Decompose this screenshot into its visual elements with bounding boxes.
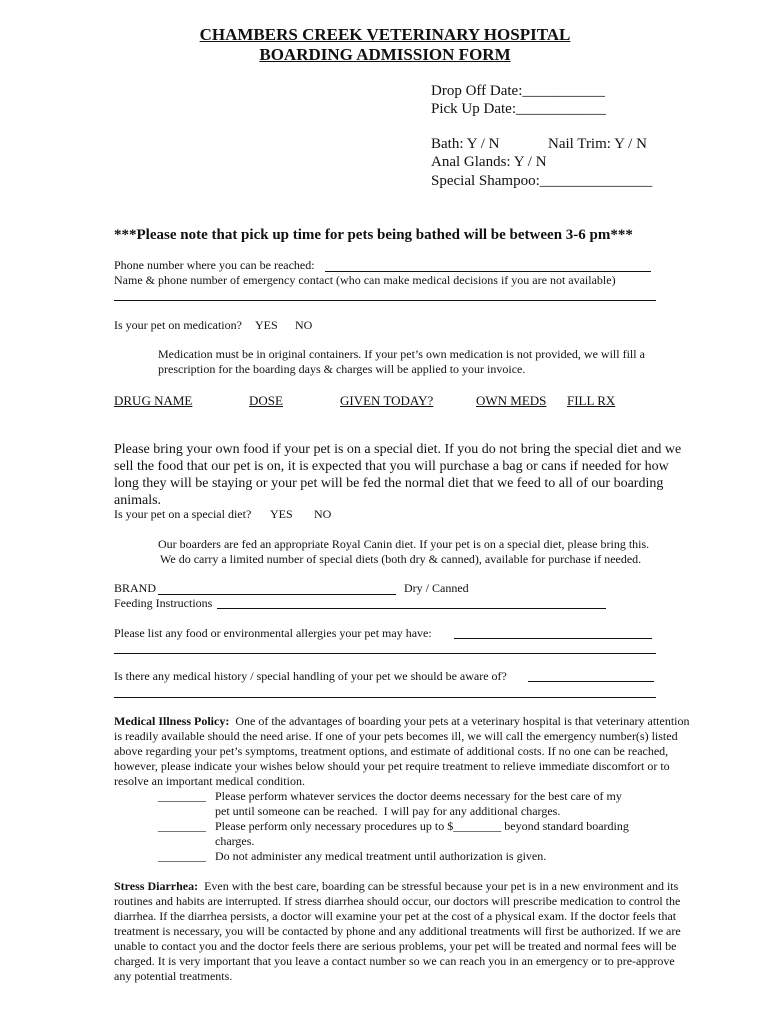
option1-blank[interactable]: ________ xyxy=(158,789,206,803)
medication-note-line1: Medication must be in original containers. If your pet’s own medication is not provided, we will fill a xyxy=(158,347,645,361)
diet-note-line2: We do carry a limited number of special diets (both dry & canned), available for purchase if needed. xyxy=(160,552,642,566)
drop-off-date-field[interactable]: Drop Off Date:___________ xyxy=(431,83,605,99)
option1-text-line1: Please perform whatever services the doctor deems necessary for the best care of my xyxy=(215,789,622,803)
stress-diarrhea-paragraph xyxy=(114,879,694,984)
option1-text-line2: pet until someone can be reached. I will pay for any additional charges. xyxy=(215,804,561,818)
stress-diarrhea-body: Even with the best care, boarding can be stressful because your pet is in a new environment and its routines and habits are interrupted. If stress diarrhea should occur, our doctors will prescribe medication to control the diarrhea. If the diarrhea persists, a doctor will examine your pet at the cost of a physical exam. If the doctor feels that treatment is necessary, you will be contacted by phone and any additional treatments will first be authorized. If we are unable to contact you and the doctor feels there are serious problems, your pet will be treated and normal fees will be charged. It is very important that you leave a contact number so we can reach you in an emergency or to pre-approve any potential treatments. xyxy=(114,879,681,983)
pickup-time-note: ***Please note that pick up time for pets being bathed will be between 3-6 pm*** xyxy=(114,227,633,243)
allergies-line[interactable] xyxy=(454,638,652,639)
col-dose: DOSE xyxy=(249,393,283,408)
feeding-instructions-label: Feeding Instructions xyxy=(114,596,213,610)
medical-history-line[interactable] xyxy=(528,681,654,682)
special-diet-paragraph: Please bring your own food if your pet is on a special diet. If you do not bring the special diet and we sell the food that our pet is on, it is expected that you will purchase a bag or cans if needed for how long they will be staying or your pet will be fed the normal diet that we feed to all of our boarding animals. xyxy=(114,442,682,508)
special-shampoo-field[interactable]: Special Shampoo:_______________ xyxy=(431,173,653,189)
illness-policy-heading: Medical Illness Policy: xyxy=(114,714,230,728)
allergies-line-2[interactable] xyxy=(114,653,656,654)
form-title-hospital: CHAMBERS CREEK VETERINARY HOSPITAL xyxy=(199,25,571,44)
special-diet-question: Is your pet on a special diet? xyxy=(114,507,252,521)
emergency-contact-label: Name & phone number of emergency contact (who can make medical decisions if you are not available) xyxy=(114,273,616,287)
emergency-contact-line[interactable] xyxy=(114,300,656,301)
feeding-instructions-line[interactable] xyxy=(217,608,606,609)
brand-label: BRAND xyxy=(114,581,157,595)
diet-note-line1: Our boarders are fed an appropriate Royal Canin diet. If your pet is on a special diet, please bring this. xyxy=(158,537,650,551)
option2-text-line2: charges. xyxy=(215,834,255,848)
option3-blank[interactable]: ________ xyxy=(158,849,206,863)
special-diet-yes-option[interactable]: YES xyxy=(270,507,293,521)
col-given-today: GIVEN TODAY? xyxy=(340,393,434,408)
phone-number-line[interactable] xyxy=(325,271,651,272)
col-fill-rx: FILL RX xyxy=(567,393,616,408)
option2-text-line1: Please perform only necessary procedures up to $________ beyond standard boarding xyxy=(215,819,629,833)
pick-up-date-field[interactable]: Pick Up Date:____________ xyxy=(431,101,606,117)
special-diet-no-option[interactable]: NO xyxy=(314,507,332,521)
form-title-admission: BOARDING ADMISSION FORM xyxy=(259,45,511,64)
bath-option[interactable]: Bath: Y / N xyxy=(431,136,500,152)
medication-question: Is your pet on medication? xyxy=(114,318,242,332)
allergies-label: Please list any food or environmental allergies your pet may have: xyxy=(114,626,432,640)
dry-canned-option[interactable]: Dry / Canned xyxy=(404,581,469,595)
anal-glands-option[interactable]: Anal Glands: Y / N xyxy=(431,154,547,170)
medical-history-line-2[interactable] xyxy=(114,697,656,698)
col-drug-name: DRUG NAME xyxy=(114,393,193,408)
col-own-meds: OWN MEDS xyxy=(476,393,547,408)
medication-no-option[interactable]: NO xyxy=(295,318,313,332)
medication-note-line2: prescription for the boarding days & charges will be applied to your invoice. xyxy=(158,362,526,376)
illness-policy-body: One of the advantages of boarding your pets at a veterinary hospital is that veterinary attention is readily available should the need arise. If one of your pets becomes ill, we will call the emergency number(s) listed above regarding your pet’s symptoms, treatment options, and estimate of additional costs. If no one can be reached, however, please indicate your wishes below should your pet require treatment to relieve immediate discomfort or to resolve an important medical condition. xyxy=(114,714,690,788)
medication-yes-option[interactable]: YES xyxy=(255,318,278,332)
option2-blank[interactable]: ________ xyxy=(158,819,206,833)
illness-policy-paragraph xyxy=(114,714,694,789)
stress-diarrhea-heading: Stress Diarrhea: xyxy=(114,879,199,893)
medical-history-label: Is there any medical history / special handling of your pet we should be aware of? xyxy=(114,669,507,683)
brand-line[interactable] xyxy=(158,594,396,595)
nail-trim-option[interactable]: Nail Trim: Y / N xyxy=(548,136,647,152)
option3-text: Do not administer any medical treatment until authorization is given. xyxy=(215,849,547,863)
phone-number-label: Phone number where you can be reached: xyxy=(114,258,315,272)
